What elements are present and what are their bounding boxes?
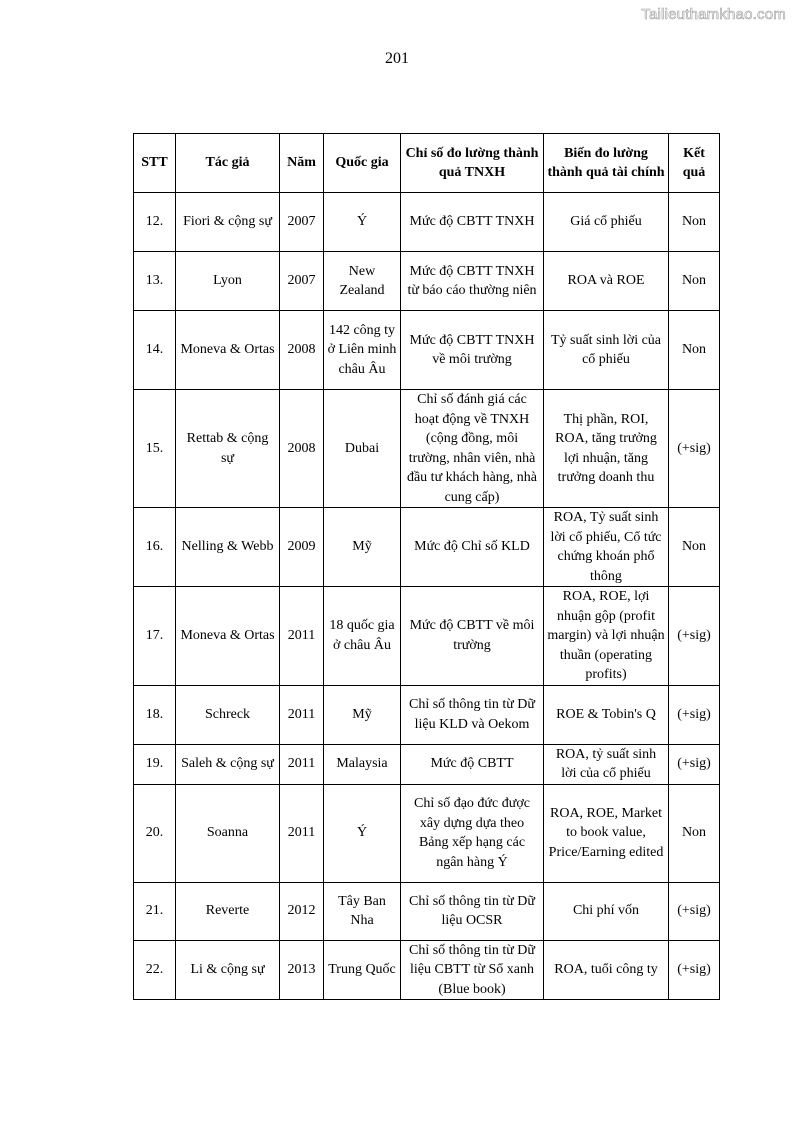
cell-author: Moneva & Ortas <box>176 587 280 686</box>
cell-year: 2011 <box>280 784 324 882</box>
cell-stt: 14. <box>134 311 176 390</box>
header-country: Quốc gia <box>324 134 401 193</box>
cell-stt: 13. <box>134 252 176 311</box>
cell-country: Mỹ <box>324 685 401 744</box>
cell-result: (+sig) <box>669 390 720 508</box>
cell-year: 2009 <box>280 508 324 587</box>
cell-result: (+sig) <box>669 587 720 686</box>
table-row <box>134 311 720 390</box>
cell-result: (+sig) <box>669 882 720 940</box>
cell-csr-measure: Mức độ CBTT TNXH về môi trường <box>401 311 544 390</box>
table-row <box>134 508 720 587</box>
cell-csr-measure: Chỉ số đạo đức được xây dựng dựa theo Bảng xếp hạng các ngân hàng Ý <box>401 784 544 882</box>
cell-fin-measure: Thị phần, ROI, ROA, tăng trưởng lợi nhuận, tăng trưởng doanh thu <box>544 390 669 508</box>
cell-csr-measure: Chỉ số đánh giá các hoạt động về TNXH (cộng đồng, môi trường, nhân viên, nhà đầu tư khách hàng, nhà cung cấp) <box>401 390 544 508</box>
cell-year: 2008 <box>280 390 324 508</box>
cell-stt: 18. <box>134 685 176 744</box>
cell-fin-measure: ROA và ROE <box>544 252 669 311</box>
cell-stt: 16. <box>134 508 176 587</box>
cell-author: Nelling & Webb <box>176 508 280 587</box>
cell-author: Schreck <box>176 685 280 744</box>
cell-year: 2008 <box>280 311 324 390</box>
cell-author: Soanna <box>176 784 280 882</box>
table-row <box>134 882 720 940</box>
cell-fin-measure: Chi phí vốn <box>544 882 669 940</box>
cell-result: (+sig) <box>669 940 720 1000</box>
cell-country: Mỹ <box>324 508 401 587</box>
cell-result: (+sig) <box>669 685 720 744</box>
cell-stt: 22. <box>134 940 176 1000</box>
cell-fin-measure: ROA, ROE, Market to book value, Price/Earning edited <box>544 784 669 882</box>
cell-author: Li & cộng sự <box>176 940 280 1000</box>
cell-fin-measure: ROA, ROE, lợi nhuận gộp (profit margin) và lợi nhuận thuần (operating profits) <box>544 587 669 686</box>
cell-result: (+sig) <box>669 744 720 784</box>
cell-country: 18 quốc gia ở châu Âu <box>324 587 401 686</box>
cell-csr-measure: Mức độ CBTT về môi trường <box>401 587 544 686</box>
cell-result: Non <box>669 252 720 311</box>
cell-csr-measure: Mức độ CBTT TNXH <box>401 193 544 252</box>
table-row <box>134 685 720 744</box>
cell-stt: 19. <box>134 744 176 784</box>
cell-fin-measure: Giá cổ phiếu <box>544 193 669 252</box>
table-row <box>134 587 720 686</box>
cell-result: Non <box>669 311 720 390</box>
cell-fin-measure: ROA, Tỷ suất sinh lời cổ phiếu, Cổ tức chứng khoán phổ thông <box>544 508 669 587</box>
page-number: 201 <box>385 50 409 67</box>
table-header-row <box>134 134 720 193</box>
table-row <box>134 784 720 882</box>
cell-csr-measure: Chỉ số thông tin từ Dữ liệu CBTT từ Sổ xanh (Blue book) <box>401 940 544 1000</box>
header-author: Tác giả <box>176 134 280 193</box>
cell-author: Fiori & cộng sự <box>176 193 280 252</box>
table-row <box>134 193 720 252</box>
cell-fin-measure: ROA, tuổi công ty <box>544 940 669 1000</box>
header-csr-measure: Chỉ số đo lường thành quả TNXH <box>401 134 544 193</box>
cell-year: 2012 <box>280 882 324 940</box>
cell-result: Non <box>669 508 720 587</box>
cell-csr-measure: Mức độ CBTT TNXH từ báo cáo thường niên <box>401 252 544 311</box>
cell-year: 2011 <box>280 744 324 784</box>
cell-year: 2011 <box>280 587 324 686</box>
cell-csr-measure: Mức độ Chỉ số KLD <box>401 508 544 587</box>
cell-result: Non <box>669 193 720 252</box>
cell-country: 142 công ty ở Liên minh châu Âu <box>324 311 401 390</box>
cell-stt: 21. <box>134 882 176 940</box>
cell-author: Rettab & cộng sự <box>176 390 280 508</box>
cell-author: Lyon <box>176 252 280 311</box>
literature-review-table <box>133 133 720 1000</box>
cell-author: Saleh & cộng sự <box>176 744 280 784</box>
cell-stt: 20. <box>134 784 176 882</box>
cell-csr-measure: Mức độ CBTT <box>401 744 544 784</box>
cell-year: 2013 <box>280 940 324 1000</box>
header-result: Kết quả <box>669 134 720 193</box>
cell-country: Tây Ban Nha <box>324 882 401 940</box>
cell-year: 2007 <box>280 193 324 252</box>
cell-country: Trung Quốc <box>324 940 401 1000</box>
cell-country: Ý <box>324 193 401 252</box>
cell-csr-measure: Chỉ số thông tin từ Dữ liệu KLD và Oekom <box>401 685 544 744</box>
header-stt: STT <box>134 134 176 193</box>
cell-csr-measure: Chỉ số thông tin từ Dữ liệu OCSR <box>401 882 544 940</box>
cell-country: Malaysia <box>324 744 401 784</box>
cell-fin-measure: ROE & Tobin's Q <box>544 685 669 744</box>
watermark: Tailieuthamkhao.com <box>641 6 786 23</box>
cell-fin-measure: Tỷ suất sinh lời của cổ phiếu <box>544 311 669 390</box>
header-year: Năm <box>280 134 324 193</box>
cell-author: Moneva & Ortas <box>176 311 280 390</box>
table-row <box>134 390 720 508</box>
header-fin-measure: Biến đo lường thành quả tài chính <box>544 134 669 193</box>
cell-year: 2007 <box>280 252 324 311</box>
cell-stt: 15. <box>134 390 176 508</box>
cell-stt: 17. <box>134 587 176 686</box>
cell-stt: 12. <box>134 193 176 252</box>
cell-result: Non <box>669 784 720 882</box>
cell-country: New Zealand <box>324 252 401 311</box>
cell-author: Reverte <box>176 882 280 940</box>
cell-country: Ý <box>324 784 401 882</box>
table-row <box>134 252 720 311</box>
cell-country: Dubai <box>324 390 401 508</box>
table-row <box>134 744 720 784</box>
cell-year: 2011 <box>280 685 324 744</box>
table-row <box>134 940 720 1000</box>
cell-fin-measure: ROA, tỷ suất sinh lời của cổ phiếu <box>544 744 669 784</box>
